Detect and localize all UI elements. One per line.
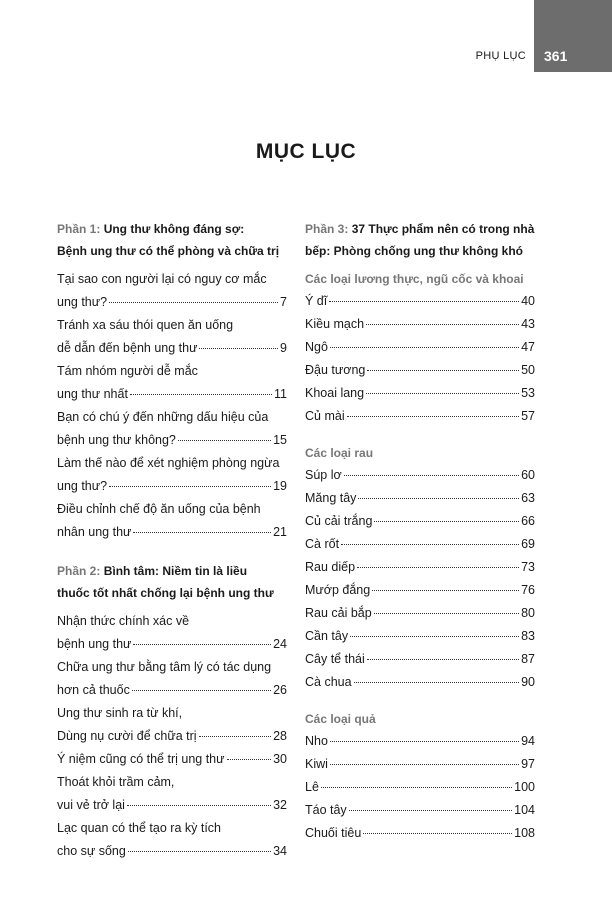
- food-line: [305, 336, 535, 359]
- entry-page: 7: [280, 295, 287, 309]
- dot-leader: [366, 324, 519, 325]
- entry-text-line1: Tại sao con người lại có nguy cơ mắc: [57, 272, 267, 286]
- part2-title-line1: Bình tâm: Niềm tin là liều: [103, 564, 248, 578]
- entry-page: 28: [273, 729, 287, 743]
- entry-text: ung thư?: [57, 479, 108, 493]
- dot-leader: [341, 544, 519, 545]
- food-text: Rau diếp: [305, 560, 356, 574]
- page-number-tab: [534, 0, 612, 72]
- food-line: [305, 510, 535, 533]
- food-text: Ngô: [305, 340, 328, 354]
- food-line: [305, 290, 535, 313]
- food-text: Mướp đắng: [305, 583, 371, 597]
- food-page: 53: [521, 386, 535, 400]
- part1-entry[interactable]: [57, 268, 287, 314]
- food-entry[interactable]: [305, 625, 535, 648]
- food-text: Kiều mạch: [305, 317, 365, 331]
- food-text: Ý dĩ: [305, 294, 328, 308]
- food-page: 40: [521, 294, 535, 308]
- food-page: 66: [521, 514, 535, 528]
- part1-title-line1: Ung thư không đáng sợ:: [103, 222, 245, 236]
- entry-line: [57, 521, 287, 544]
- food-entry[interactable]: [305, 533, 535, 556]
- food-text: Lê: [305, 780, 319, 794]
- food-page: 43: [521, 317, 535, 331]
- part2-heading: [57, 560, 287, 604]
- food-entry[interactable]: [305, 313, 535, 336]
- entry-text: hơn cả thuốc: [57, 683, 130, 697]
- entry-text-line1: Tránh xa sáu thói quen ăn uống: [57, 318, 234, 332]
- entry-text: Ý niệm cũng có thể trị ung thư: [57, 752, 225, 766]
- part2-entry[interactable]: [57, 748, 287, 771]
- dot-leader: [127, 805, 271, 806]
- entry-page: 21: [273, 525, 287, 539]
- food-text: Cà rốt: [305, 537, 340, 551]
- food-line: [305, 776, 535, 799]
- food-entry[interactable]: [305, 382, 535, 405]
- dot-leader: [109, 302, 278, 303]
- part2-entry[interactable]: [57, 771, 287, 817]
- entry-text-line1: Lạc quan có thể tạo ra kỳ tích: [57, 821, 221, 835]
- dot-leader: [330, 347, 519, 348]
- food-entry[interactable]: [305, 405, 535, 428]
- dot-leader: [374, 521, 519, 522]
- entry-line: [57, 794, 287, 817]
- entry-text-line1: Điều chỉnh chế độ ăn uống của bệnh: [57, 502, 261, 516]
- toc-right-column: [305, 218, 535, 845]
- entry-line: [57, 383, 287, 406]
- dot-leader: [357, 567, 519, 568]
- part2-entry-list: [57, 610, 287, 863]
- group-spacer: [305, 694, 535, 704]
- food-line: [305, 533, 535, 556]
- food-group-title: Các loại rau: [305, 446, 374, 460]
- food-entry[interactable]: [305, 579, 535, 602]
- dot-leader: [344, 475, 519, 476]
- food-line: [305, 382, 535, 405]
- food-line: [305, 359, 535, 382]
- food-page: 50: [521, 363, 535, 377]
- entry-text: cho sự sống: [57, 844, 126, 858]
- entry-text-line1: Thoát khỏi trầm cảm,: [57, 775, 175, 789]
- dot-leader: [367, 370, 519, 371]
- food-text: Rau cải bắp: [305, 606, 372, 620]
- entry-line: [57, 337, 287, 360]
- food-entry[interactable]: [305, 648, 535, 671]
- page-number: 361: [544, 48, 568, 64]
- part3-label: Phần 3:: [305, 222, 349, 236]
- entry-page: 30: [273, 752, 287, 766]
- entry-text: ung thư?: [57, 295, 108, 309]
- food-text: Củ cải trắng: [305, 514, 373, 528]
- food-line: [305, 579, 535, 602]
- dot-leader: [363, 833, 512, 834]
- entry-text: vui vẻ trở lại: [57, 798, 125, 812]
- dot-leader: [130, 394, 272, 395]
- food-entry[interactable]: [305, 822, 535, 845]
- food-page: 57: [521, 409, 535, 423]
- food-line: [305, 648, 535, 671]
- dot-leader: [372, 590, 519, 591]
- dot-leader: [330, 764, 519, 765]
- entry-text: ung thư nhất: [57, 387, 128, 401]
- dot-leader: [330, 741, 519, 742]
- part1-entry-list: [57, 268, 287, 544]
- food-text: Súp lơ: [305, 468, 342, 482]
- entry-text-line1: Chữa ung thư bằng tâm lý có tác dụng: [57, 660, 272, 674]
- food-text: Cần tây: [305, 629, 349, 643]
- dot-leader: [321, 787, 512, 788]
- food-entry[interactable]: [305, 753, 535, 776]
- food-line: [305, 602, 535, 625]
- food-page: 104: [514, 803, 535, 817]
- entry-text: dễ dẫn đến bệnh ung thư: [57, 341, 198, 355]
- dot-leader: [374, 613, 519, 614]
- food-entry[interactable]: [305, 336, 535, 359]
- entry-line: [57, 475, 287, 498]
- entry-text-line1: Làm thế nào để xét nghiệm phòng ngừa: [57, 456, 280, 470]
- entry-page: 11: [274, 387, 287, 401]
- food-page: 76: [521, 583, 535, 597]
- dot-leader: [199, 736, 272, 737]
- part3-groups: [305, 268, 535, 845]
- dot-leader: [132, 690, 271, 691]
- dot-leader: [329, 301, 519, 302]
- food-entry[interactable]: [305, 799, 535, 822]
- dot-leader: [133, 532, 271, 533]
- group-spacer: [305, 428, 535, 438]
- entry-page: 34: [273, 844, 287, 858]
- food-group-title: Các loại lương thực, ngũ cốc và khoai: [305, 272, 524, 286]
- dot-leader: [178, 440, 271, 441]
- food-text: Kiwi: [305, 757, 328, 771]
- food-entry[interactable]: [305, 290, 535, 313]
- food-page: 73: [521, 560, 535, 574]
- dot-leader: [358, 498, 519, 499]
- entry-text-line1: Ung thư sinh ra từ khí,: [57, 706, 183, 720]
- part1-entry[interactable]: [57, 314, 287, 360]
- page-title: MỤC LỤC: [255, 140, 357, 163]
- part3-title-line2: bếp: Phòng chống ung thư không khó: [305, 244, 523, 258]
- dot-leader: [350, 636, 519, 637]
- part1-entry[interactable]: [57, 360, 287, 406]
- dot-leader: [227, 759, 272, 760]
- food-page: 94: [521, 734, 535, 748]
- part1-entry[interactable]: [57, 498, 287, 544]
- entry-line: [57, 725, 287, 748]
- food-text: Đậu tương: [305, 363, 366, 377]
- part2-entry[interactable]: [57, 610, 287, 656]
- part1-heading: [57, 218, 287, 262]
- entry-text-line1: Bạn có chú ý đến những dấu hiệu của: [57, 410, 269, 424]
- dot-leader: [128, 851, 271, 852]
- entry-line: [57, 679, 287, 702]
- food-text: Cà chua: [305, 675, 352, 689]
- food-entry[interactable]: [305, 359, 535, 382]
- food-text: Chuối tiêu: [305, 826, 362, 840]
- part2-entry[interactable]: [57, 817, 287, 863]
- toc-left-column: [57, 218, 287, 863]
- dot-leader: [367, 659, 519, 660]
- food-line: [305, 313, 535, 336]
- food-entry[interactable]: [305, 510, 535, 533]
- running-header-label: PHỤ LỤC: [475, 50, 526, 62]
- dot-leader: [199, 348, 278, 349]
- entry-text: bệnh ung thư không?: [57, 433, 176, 447]
- food-page: 60: [521, 468, 535, 482]
- food-line: [305, 625, 535, 648]
- entry-line: [57, 840, 287, 863]
- part1-label: Phần 1:: [57, 222, 101, 236]
- food-page: 80: [521, 606, 535, 620]
- entry-text: bệnh ung thư: [57, 637, 132, 651]
- food-line: [305, 464, 535, 487]
- dot-leader: [354, 682, 520, 683]
- entry-page: 15: [273, 433, 287, 447]
- food-text: Táo tây: [305, 803, 347, 817]
- part2-entry[interactable]: [57, 702, 287, 748]
- entry-page: 26: [273, 683, 287, 697]
- entry-line: [57, 748, 287, 771]
- entry-text-line1: Nhận thức chính xác về: [57, 614, 190, 628]
- entry-page: 19: [273, 479, 287, 493]
- food-entry[interactable]: [305, 487, 535, 510]
- dot-leader: [366, 393, 519, 394]
- part2-label: Phần 2:: [57, 564, 101, 578]
- food-page: 90: [521, 675, 535, 689]
- part2-title-line2: thuốc tốt nhất chống lại bệnh ung thư: [57, 586, 274, 600]
- food-page: 100: [514, 780, 535, 794]
- food-entry[interactable]: [305, 556, 535, 579]
- entry-text: Dùng nụ cười để chữa trị: [57, 729, 197, 743]
- food-text: Khoai lang: [305, 386, 365, 400]
- entry-page: 24: [273, 637, 287, 651]
- part1-entry[interactable]: [57, 452, 287, 498]
- food-line: [305, 730, 535, 753]
- part1-title-line2: Bệnh ung thư có thể phòng và chữa trị: [57, 244, 280, 258]
- food-entry[interactable]: [305, 602, 535, 625]
- food-page: 97: [521, 757, 535, 771]
- entry-line: [57, 429, 287, 452]
- dot-leader: [109, 486, 271, 487]
- entry-line: [57, 633, 287, 656]
- food-line: [305, 556, 535, 579]
- food-line: [305, 753, 535, 776]
- food-line: [305, 487, 535, 510]
- dot-leader: [349, 810, 512, 811]
- entry-text-line1: Tám nhóm người dễ mắc: [57, 364, 198, 378]
- part2-entry[interactable]: [57, 656, 287, 702]
- food-page: 83: [521, 629, 535, 643]
- part3-heading: [305, 218, 535, 262]
- food-page: 69: [521, 537, 535, 551]
- entry-page: 32: [273, 798, 287, 812]
- food-line: [305, 799, 535, 822]
- food-page: 47: [521, 340, 535, 354]
- entry-line: [57, 291, 287, 314]
- food-entry[interactable]: [305, 730, 535, 753]
- food-text: Nho: [305, 734, 328, 748]
- entry-page: 9: [280, 341, 287, 355]
- food-page: 63: [521, 491, 535, 505]
- food-text: Cây tể thái: [305, 652, 365, 666]
- part1-entry[interactable]: [57, 406, 287, 452]
- entry-text: nhân ung thư: [57, 525, 132, 539]
- food-line: [305, 405, 535, 428]
- food-page: 87: [521, 652, 535, 666]
- dot-leader: [133, 644, 271, 645]
- food-page: 108: [514, 826, 535, 840]
- food-group-title: Các loại quả: [305, 712, 376, 726]
- food-text: Củ mài: [305, 409, 345, 423]
- food-line: [305, 671, 535, 694]
- part3-title-line1: 37 Thực phẩm nên có trong nhà: [351, 222, 535, 236]
- food-entry[interactable]: [305, 776, 535, 799]
- food-text: Măng tây: [305, 491, 357, 505]
- food-line: [305, 822, 535, 845]
- dot-leader: [347, 416, 520, 417]
- food-entry[interactable]: [305, 464, 535, 487]
- food-entry[interactable]: [305, 671, 535, 694]
